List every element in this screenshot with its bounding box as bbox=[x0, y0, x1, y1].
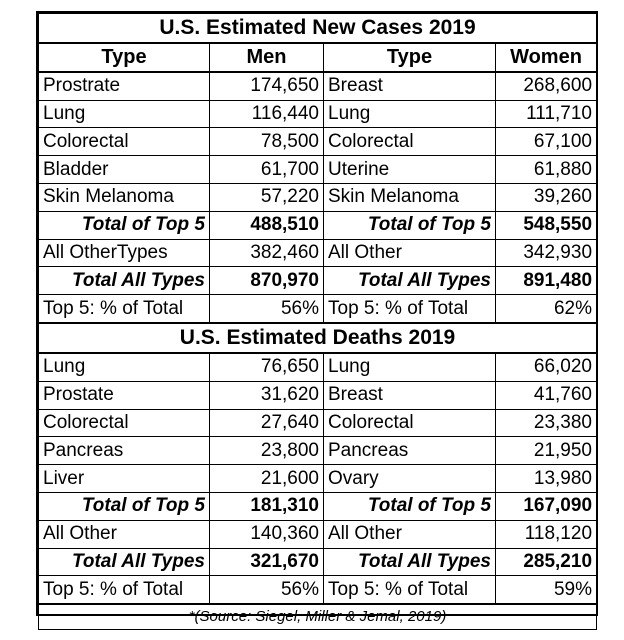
total-all-types-row bbox=[39, 548, 597, 576]
women-value-cell: 66,020 bbox=[496, 353, 597, 381]
men-value-cell: 76,650 bbox=[210, 353, 324, 381]
men-type-cell: Pancreas bbox=[39, 437, 210, 465]
men-pct-value: 56% bbox=[210, 576, 324, 604]
top5-total-row bbox=[39, 211, 597, 239]
men-value-cell: 23,800 bbox=[210, 437, 324, 465]
women-value-cell: 21,950 bbox=[496, 437, 597, 465]
women-type-cell: Pancreas bbox=[324, 437, 496, 465]
all-other-row bbox=[39, 239, 597, 267]
source-row bbox=[39, 604, 597, 630]
table-row bbox=[39, 100, 597, 128]
men-type-cell: Bladder bbox=[39, 156, 210, 184]
men-pct-label: Top 5: % of Total bbox=[39, 295, 210, 323]
percent-row bbox=[39, 295, 597, 323]
table-row bbox=[39, 381, 597, 409]
women-pct-label: Top 5: % of Total bbox=[324, 576, 496, 604]
header-row bbox=[39, 43, 597, 72]
women-all-total-value: 285,210 bbox=[496, 548, 597, 576]
men-other-label: All OtherTypes bbox=[39, 239, 210, 267]
top5-total-row bbox=[39, 492, 597, 520]
table-row bbox=[39, 128, 597, 156]
men-other-value: 382,460 bbox=[210, 239, 324, 267]
women-other-label: All Other bbox=[324, 520, 496, 548]
women-pct-value: 62% bbox=[496, 295, 597, 323]
table-row bbox=[39, 156, 597, 184]
deaths-title-row bbox=[39, 323, 597, 353]
table-row bbox=[39, 353, 597, 381]
men-value-cell: 116,440 bbox=[210, 100, 324, 128]
table-row bbox=[39, 437, 597, 465]
table-row bbox=[39, 465, 597, 493]
women-all-total-label: Total All Types bbox=[324, 267, 496, 295]
deaths-title: U.S. Estimated Deaths 2019 bbox=[39, 323, 597, 353]
women-pct-label: Top 5: % of Total bbox=[324, 295, 496, 323]
men-other-value: 140,360 bbox=[210, 520, 324, 548]
men-top5-label: Total of Top 5 bbox=[39, 492, 210, 520]
men-type-cell: Prostate bbox=[39, 381, 210, 409]
women-value-cell: 13,980 bbox=[496, 465, 597, 493]
women-value-cell: 67,100 bbox=[496, 128, 597, 156]
men-type-cell: Skin Melanoma bbox=[39, 183, 210, 211]
women-type-cell: Skin Melanoma bbox=[324, 183, 496, 211]
men-value-cell: 78,500 bbox=[210, 128, 324, 156]
men-value-cell: 57,220 bbox=[210, 183, 324, 211]
table-row bbox=[39, 409, 597, 437]
men-all-total-value: 321,670 bbox=[210, 548, 324, 576]
men-all-total-value: 870,970 bbox=[210, 267, 324, 295]
men-top5-value: 181,310 bbox=[210, 492, 324, 520]
women-type-cell: Colorectal bbox=[324, 409, 496, 437]
women-value-cell: 268,600 bbox=[496, 72, 597, 100]
women-top5-value: 167,090 bbox=[496, 492, 597, 520]
header-type-men: Type bbox=[39, 43, 210, 72]
men-pct-value: 56% bbox=[210, 295, 324, 323]
women-value-cell: 41,760 bbox=[496, 381, 597, 409]
women-all-total-label: Total All Types bbox=[324, 548, 496, 576]
women-all-total-value: 891,480 bbox=[496, 267, 597, 295]
new-cases-title-row bbox=[39, 14, 597, 44]
table-row bbox=[39, 72, 597, 100]
women-top5-label: Total of Top 5 bbox=[324, 492, 496, 520]
women-value-cell: 111,710 bbox=[496, 100, 597, 128]
women-type-cell: Breast bbox=[324, 381, 496, 409]
men-value-cell: 21,600 bbox=[210, 465, 324, 493]
women-top5-value: 548,550 bbox=[496, 211, 597, 239]
all-other-row bbox=[39, 520, 597, 548]
men-type-cell: Colorectal bbox=[39, 128, 210, 156]
men-value-cell: 27,640 bbox=[210, 409, 324, 437]
men-all-total-label: Total All Types bbox=[39, 548, 210, 576]
men-type-cell: Colorectal bbox=[39, 409, 210, 437]
men-value-cell: 61,700 bbox=[210, 156, 324, 184]
men-all-total-label: Total All Types bbox=[39, 267, 210, 295]
women-type-cell: Lung bbox=[324, 353, 496, 381]
men-top5-label: Total of Top 5 bbox=[39, 211, 210, 239]
men-type-cell: Lung bbox=[39, 100, 210, 128]
men-type-cell: Lung bbox=[39, 353, 210, 381]
women-top5-label: Total of Top 5 bbox=[324, 211, 496, 239]
women-pct-value: 59% bbox=[496, 576, 597, 604]
new-cases-title: U.S. Estimated New Cases 2019 bbox=[39, 14, 597, 44]
men-pct-label: Top 5: % of Total bbox=[39, 576, 210, 604]
percent-row bbox=[39, 576, 597, 604]
table-row bbox=[39, 183, 597, 211]
women-value-cell: 23,380 bbox=[496, 409, 597, 437]
women-type-cell: Lung bbox=[324, 100, 496, 128]
cancer-statistics-table bbox=[38, 13, 597, 630]
header-men: Men bbox=[210, 43, 324, 72]
women-type-cell: Uterine bbox=[324, 156, 496, 184]
total-all-types-row bbox=[39, 267, 597, 295]
men-value-cell: 174,650 bbox=[210, 72, 324, 100]
source-note: *(Source: Siegel, Miller & Jemal, 2019) bbox=[39, 604, 597, 630]
cancer-statistics-table-frame bbox=[36, 11, 598, 626]
women-type-cell: Ovary bbox=[324, 465, 496, 493]
women-other-value: 118,120 bbox=[496, 520, 597, 548]
men-other-label: All Other bbox=[39, 520, 210, 548]
women-value-cell: 61,880 bbox=[496, 156, 597, 184]
men-top5-value: 488,510 bbox=[210, 211, 324, 239]
women-other-value: 342,930 bbox=[496, 239, 597, 267]
men-type-cell: Liver bbox=[39, 465, 210, 493]
women-type-cell: Colorectal bbox=[324, 128, 496, 156]
women-value-cell: 39,260 bbox=[496, 183, 597, 211]
women-type-cell: Breast bbox=[324, 72, 496, 100]
women-other-label: All Other bbox=[324, 239, 496, 267]
men-type-cell: Prostrate bbox=[39, 72, 210, 100]
header-women: Women bbox=[496, 43, 597, 72]
men-value-cell: 31,620 bbox=[210, 381, 324, 409]
header-type-women: Type bbox=[324, 43, 496, 72]
